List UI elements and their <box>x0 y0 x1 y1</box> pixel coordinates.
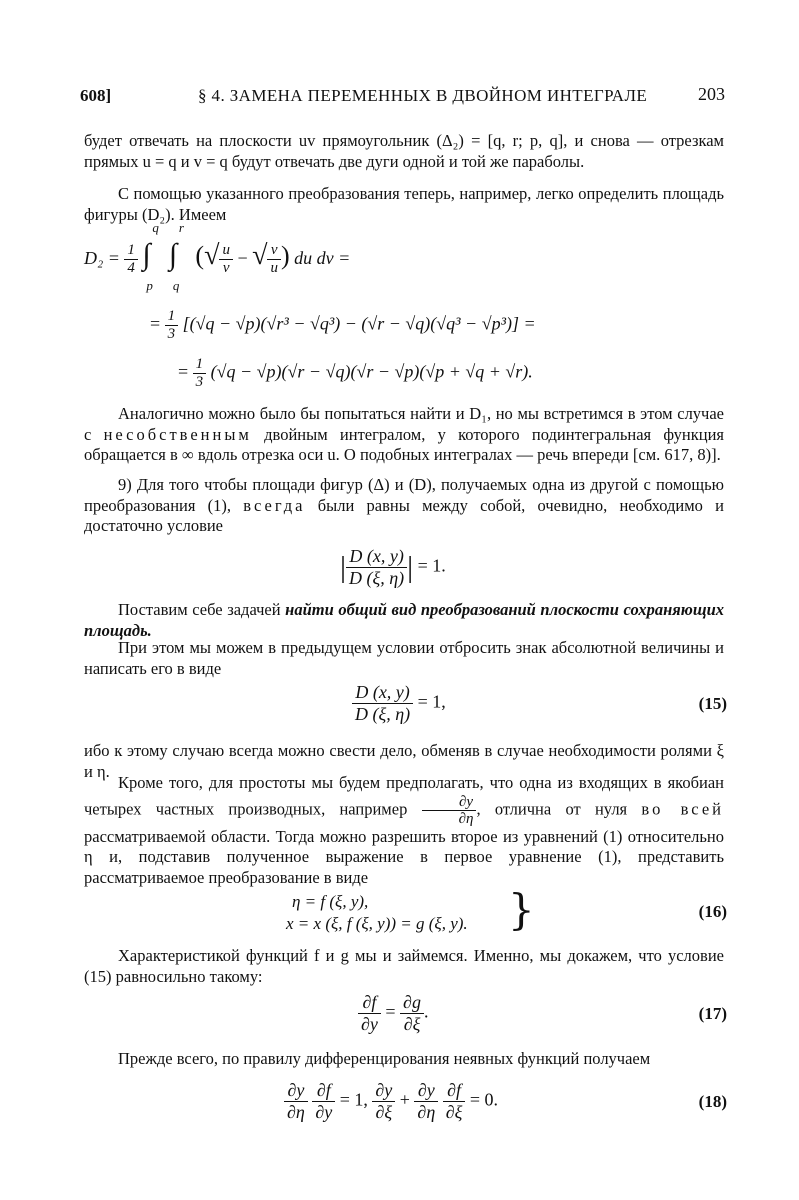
paragraph-4: 9) Для того чтобы площади фигур (Δ) и (D), получаемых одна из другой с помощью преобразования (1), всегда были равны между собой, очевидно, необходимо и достаточно условие <box>84 475 725 535</box>
equation-18-label: (18) <box>698 1092 727 1111</box>
equation-16-label: (16) <box>698 902 727 921</box>
eq3-third: $\frac{1}{3}$ <box>193 356 207 391</box>
equation-17: $\frac{\partial f}{\partial y}$ = $\frac{\partial g}{\partial\xi}$ . <box>358 992 428 1035</box>
equation-abs-jacobian: | $\frac{D (x, y)}{D (\xi, \eta)}$ | = 1. <box>340 546 446 588</box>
page-number: 203 <box>698 84 725 104</box>
paragraph-7: ибо к этому случаю всегда можно свести дело, обменяв в случае необходимости ролями ξ и η. <box>84 741 724 781</box>
header-title: § 4. ЗАМЕНА ПЕРЕМЕННЫХ В ДВОЙНОМ ИНТЕГРАЛЕ <box>198 86 648 105</box>
paragraph-2: С помощью указанного преобразования теперь, например, легко определить площадь фигуры (D₂). Имеем <box>84 184 724 224</box>
paragraph-5: Поставим себе задачей найти общий вид преобразований плоскости сохраняющих площадь. <box>84 600 725 640</box>
equation-15: $\frac{D (x, y)}{D (\xi, \eta)}$ = 1, <box>352 682 446 725</box>
integral-1: ∫ q p <box>142 220 159 293</box>
equation-d2-line3: = $\frac{1}{3}$ (√q − √p)(√r − √q)(√r − √p)(√p + √q + √r). <box>178 356 533 390</box>
brace-16: } <box>508 885 535 934</box>
equation-17-label: (17) <box>698 1004 727 1023</box>
eq1-frac-u-v: $\frac{u}{v}$ <box>219 242 233 277</box>
eq1-lhs: D₂ = <box>84 248 120 268</box>
paragraph-8: Кроме того, для простоты мы будем предполагать, что одна из входящих в якобиан четырех частных производных, например $\frac{\partial y}{\partial\eta}$ , отлична от нуля во всей рассматриваемой области. Тогда можно разрешить второе из уравнений (1) относительно η и, подставив полученное выражение в первое уравнение (1), представить рассматриваемое преобразование в виде <box>84 773 724 887</box>
equation-d2-line1: D₂ = $\frac{1}{4}$ ∫ q p ∫ r q (√ $\frac{u}{v}$ − √ $\frac{v}{u}$ ) du dv = <box>84 220 351 293</box>
equation-d2-line2: = $\frac{1}{3}$ [(√q − √p)(√r³ − √q³) − (√r − √q)(√q³ − √p³)] = <box>150 308 536 342</box>
equation-15-label: (15) <box>698 694 727 713</box>
eq1-quarter: $\frac{1}{4}$ <box>124 242 138 277</box>
integral-2: ∫ r q <box>168 220 184 293</box>
paragraph-3: Аналогично можно было бы попытаться найти и D₁, но мы встретимся в этом случае с несобственным двойным интегралом, у которого подинтегральная функция обращается в ∞ вдоль отрезка оси u. О подобных интегралах — речь впереди [см. 617, 8)]. <box>84 404 725 464</box>
eq2-third: $\frac{1}{3}$ <box>165 308 179 343</box>
paragraph-10: Прежде всего, по правилу дифференцирования неявных функций получаем <box>118 1049 651 1068</box>
eq1-tail: du dv = <box>294 248 351 268</box>
equation-18: $\frac{\partial y}{\partial\eta}$ $\frac{\partial f}{\partial y}$ = 1, $\frac{\partial y}{\partial\xi}$ + $\frac{\partial y}{\partial\eta}$ $\frac{\partial f}{\partial\xi}$ = 0. <box>284 1080 498 1123</box>
running-header <box>80 86 725 110</box>
paragraph-1: будет отвечать на плоскости uv прямоугольник (Δ₂) = [q, r; p, q], и снова — отрезкам прямых u = q и v = q будут отвечать две дуги одной и той же параболы. <box>84 131 724 171</box>
section-number: 608] <box>80 86 112 105</box>
eq1-frac-v-u: $\frac{v}{u}$ <box>267 242 281 277</box>
equation-16: η = f (ξ, y), x = x (ξ, f (ξ, y)) = g (ξ, y). <box>286 892 468 933</box>
p8-fraction: $\frac{\partial y}{\partial\eta}$ <box>422 794 477 827</box>
paragraph-6: При этом мы можем в предыдущем условии отбросить знак абсолютной величины и написать его в виде <box>84 638 724 678</box>
paragraph-9: Характеристикой функций f и g мы и займемся. Именно, мы докажем, что условие (15) равносильно такому: <box>84 946 724 986</box>
